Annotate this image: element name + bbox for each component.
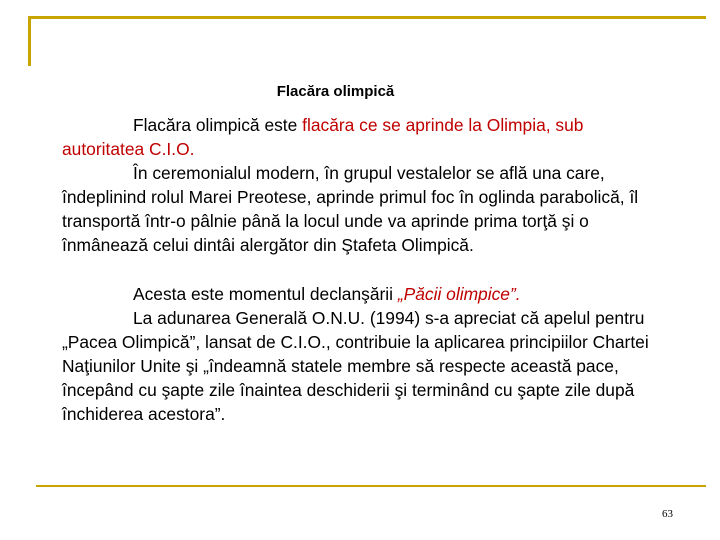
paragraph-3-highlight: „Păcii olimpice”. <box>397 283 521 304</box>
paragraph-4 <box>62 306 662 426</box>
paragraph-3-text: Acesta este momentul declanşării <box>133 283 398 304</box>
paragraph-2-text: În ceremonialul modern, în grupul vestalelor se află una care, îndeplinind rolul Marei Preotese, aprinde primul foc în oglinda parabolică, îl transportă într-o pâlnie până la locul unde va aprinde prima torţă şi o înmânează celui dintâi alergător din Ştafeta Olimpică. <box>62 163 639 256</box>
paragraph-4-text: La adunarea Generală O.N.U. (1994) s-a apreciat că apelul pentru „Pacea Olimpică”, lansat de C.I.O., contribuie la aplicarea principiilor Chartei Naţiunilor Unite şi „îndeamnă statele membre să respecte această pace, începând cu şapte zile înaintea deschiderii şi terminând cu şapte zile după închiderea acestora”. <box>62 307 649 425</box>
page-number: 63 <box>662 508 673 520</box>
paragraph-1-highlight: flacăra ce se aprinde la Olimpia, sub autoritatea C.I.O. <box>62 115 584 160</box>
paragraph-2 <box>62 161 662 257</box>
slide-body <box>62 113 662 426</box>
frame-top-border <box>28 16 706 19</box>
frame-left-border <box>28 16 31 66</box>
paragraph-1 <box>62 113 662 161</box>
frame-bottom-border <box>36 485 706 487</box>
paragraph-gap <box>62 258 662 282</box>
slide-title: Flacăra olimpică <box>276 83 395 100</box>
paragraph-1-text: Flacăra olimpică este <box>133 115 303 135</box>
paragraph-3 <box>62 282 662 306</box>
